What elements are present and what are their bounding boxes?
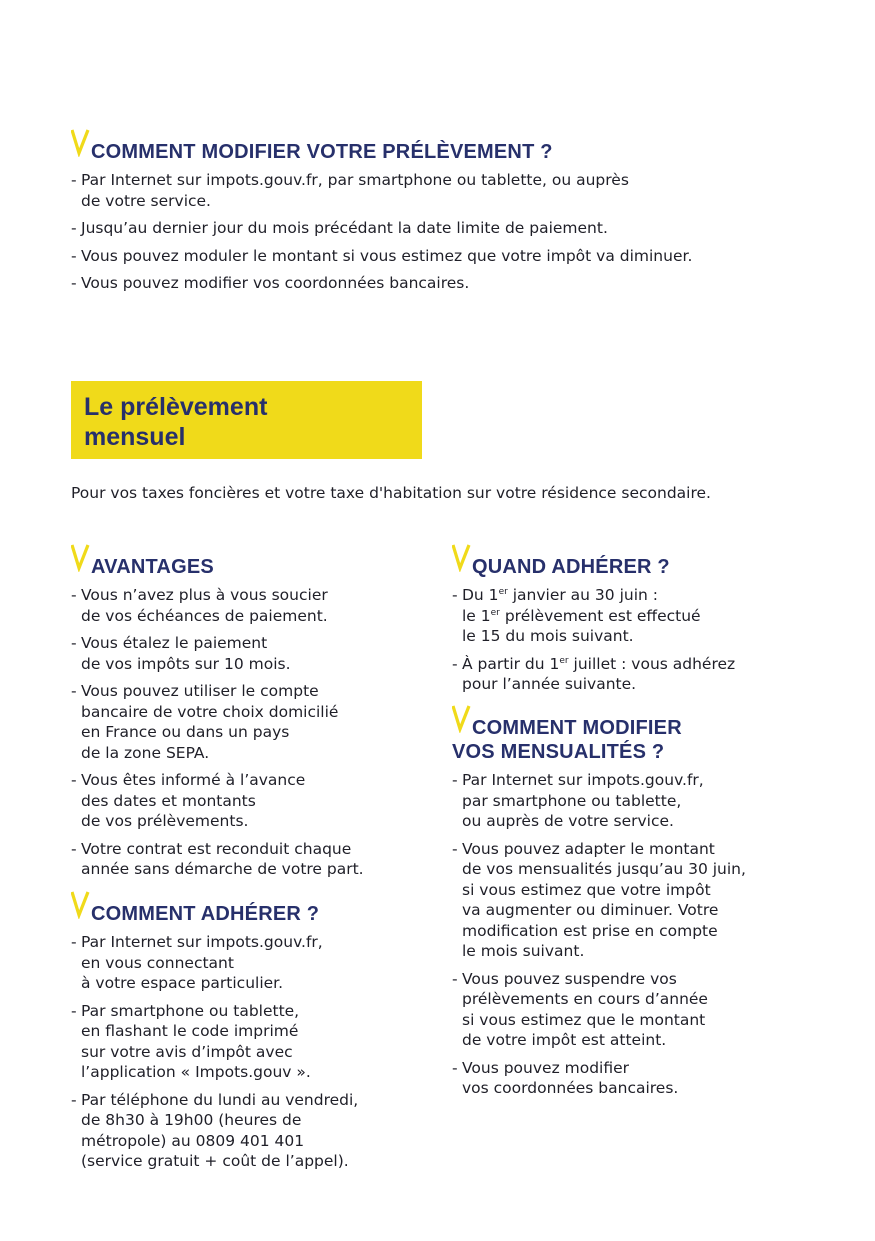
list-item: - Vous pouvez utiliser le compte bancaire de votre choix domicilié en France ou dans un pays de la zone SEPA. bbox=[71, 681, 431, 763]
when-to-join-title: QUAND ADHÉRER ? bbox=[472, 556, 670, 578]
list-item: - Par Internet sur impots.gouv.fr, en vous connectant à votre espace particulier. bbox=[71, 932, 431, 994]
superscript: er bbox=[498, 586, 508, 597]
monthly-title-box bbox=[71, 381, 422, 459]
list-item: - Vous n’avez plus à vous soucier de vos échéances de paiement. bbox=[71, 585, 431, 626]
superscript: er bbox=[559, 655, 569, 666]
modify-monthly-section bbox=[452, 716, 822, 1106]
when-to-join-list bbox=[452, 585, 812, 695]
modify-payment-section bbox=[71, 140, 811, 301]
item-text: prélèvement est effectué le 15 du mois suivant. bbox=[462, 606, 701, 645]
how-to-join-list bbox=[71, 932, 431, 1172]
list-item: - Vous pouvez adapter le montant de vos mensualités jusqu’au 30 juin, si vous estimez que votre impôt va augmenter ou diminuer. Votre modification est prise en compte le mois suivant. bbox=[452, 839, 822, 962]
superscript: er bbox=[490, 607, 500, 618]
when-to-join-heading bbox=[452, 555, 812, 579]
advantages-list bbox=[71, 585, 431, 880]
item-text: Du 1 bbox=[462, 586, 499, 604]
when-to-join-section bbox=[452, 555, 812, 702]
modify-monthly-title-line2: VOS MENSUALITÉS ? bbox=[452, 741, 665, 763]
list-item: - Vous pouvez moduler le montant si vous estimez que votre impôt va diminuer. bbox=[71, 246, 811, 267]
modify-monthly-heading bbox=[452, 716, 822, 764]
item-text: janvier au 30 juin : le 1 bbox=[462, 586, 658, 625]
list-item bbox=[452, 585, 812, 647]
list-item: - Vous pouvez suspendre vos prélèvements en cours d’année si vous estimez que le montant de votre impôt est atteint. bbox=[452, 969, 822, 1051]
check-mark-icon bbox=[452, 542, 472, 572]
modify-monthly-list bbox=[452, 770, 822, 1099]
list-item: - Par smartphone ou tablette, en flashant le code imprimé sur votre avis d’impôt avec l’application « Impots.gouv ». bbox=[71, 1001, 431, 1083]
monthly-title: Le prélèvement mensuel bbox=[84, 393, 268, 451]
advantages-title: AVANTAGES bbox=[91, 556, 214, 578]
check-mark-icon bbox=[71, 127, 91, 157]
check-mark-icon bbox=[71, 889, 91, 919]
advantages-section bbox=[71, 555, 431, 887]
list-item: - Par téléphone du lundi au vendredi, de 8h30 à 19h00 (heures de métropole) au 0809 401 401 (service gratuit + coût de l’appel). bbox=[71, 1090, 431, 1172]
item-text: juillet : vous adhérez pour l’année suivante. bbox=[462, 654, 736, 693]
item-text: À partir du 1 bbox=[462, 654, 560, 673]
modify-monthly-title-line1: COMMENT MODIFIER bbox=[472, 717, 682, 739]
modify-payment-title: COMMENT MODIFIER VOTRE PRÉLÈVEMENT ? bbox=[91, 141, 553, 163]
list-item: - Votre contrat est reconduit chaque année sans démarche de votre part. bbox=[71, 839, 431, 880]
modify-payment-heading bbox=[71, 140, 811, 164]
list-item: - Vous étalez le paiement de vos impôts sur 10 mois. bbox=[71, 633, 431, 674]
list-item: - Par Internet sur impots.gouv.fr, par smartphone ou tablette, ou auprès de votre service. bbox=[71, 170, 811, 211]
list-item: - Vous êtes informé à l’avance des dates et montants de vos prélèvements. bbox=[71, 770, 431, 832]
how-to-join-heading bbox=[71, 902, 431, 926]
list-item: - Par Internet sur impots.gouv.fr, par smartphone ou tablette, ou auprès de votre service. bbox=[452, 770, 822, 832]
list-item bbox=[452, 654, 812, 695]
list-item: - Jusqu’au dernier jour du mois précédant la date limite de paiement. bbox=[71, 218, 811, 239]
list-item: - Vous pouvez modifier vos coordonnées bancaires. bbox=[71, 273, 811, 294]
check-mark-icon bbox=[71, 542, 91, 572]
list-item: - Vous pouvez modifier vos coordonnées bancaires. bbox=[452, 1058, 822, 1099]
how-to-join-title: COMMENT ADHÉRER ? bbox=[91, 903, 320, 925]
modify-payment-list bbox=[71, 170, 811, 294]
advantages-heading bbox=[71, 555, 431, 579]
how-to-join-section bbox=[71, 902, 431, 1179]
intro-text: Pour vos taxes foncières et votre taxe d'habitation sur votre résidence secondaire. bbox=[71, 484, 711, 502]
check-mark-icon bbox=[452, 703, 472, 733]
